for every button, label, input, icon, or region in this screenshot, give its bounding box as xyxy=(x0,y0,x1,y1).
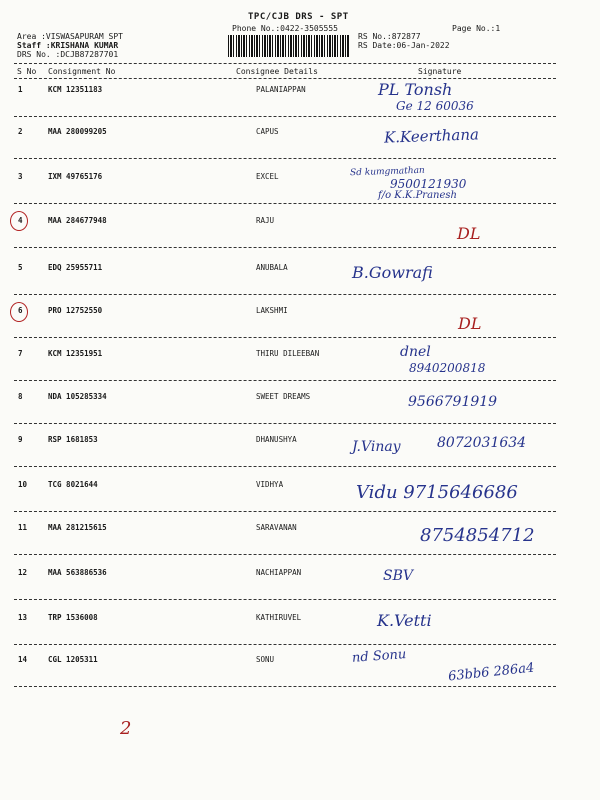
row-signature: 8072031634 xyxy=(437,435,527,451)
staff-label: Staff :KRISHANA KUMAR xyxy=(17,41,119,50)
row-sno: 8 xyxy=(18,392,23,401)
row-divider xyxy=(14,466,556,467)
row-consignment-no: MAA 281215615 xyxy=(48,523,107,532)
row-signature: dnel xyxy=(400,344,431,360)
row-consignment-no: EDQ 25955711 xyxy=(48,263,103,272)
row-signature: nd Sonu xyxy=(351,647,407,666)
row-consignee: NACHIAPPAN xyxy=(256,568,302,577)
row-consignee: VIDHYA xyxy=(256,480,284,489)
area-label: Area :VISWASAPURAM SPT xyxy=(17,32,123,41)
row-signature: J.Vinay xyxy=(352,439,401,455)
row-signature: B.Gowrafi xyxy=(352,263,433,282)
rs-date: RS Date:06-Jan-2022 xyxy=(358,41,450,50)
row-consignee: ANUBALA xyxy=(256,263,288,272)
row-consignee: SWEET DREAMS xyxy=(256,392,311,401)
row-signature: Ge 12 60036 xyxy=(396,99,474,113)
row-divider xyxy=(14,158,556,159)
col-consignment: Consignment No xyxy=(48,67,116,76)
row-sno: 9 xyxy=(18,435,23,444)
drs-number: DRS No. :DCJB87287701 xyxy=(17,50,119,59)
row-sno: 10 xyxy=(18,480,28,489)
row-signature: Sd kumgmathan xyxy=(349,165,425,179)
row-divider xyxy=(14,554,556,555)
row-divider xyxy=(14,599,556,600)
row-signature: 9500121930 xyxy=(390,177,467,191)
row-consignment-no: CGL 1205311 xyxy=(48,655,98,664)
row-6-circle-mark xyxy=(10,302,28,322)
row-divider xyxy=(14,203,556,204)
row-sno: 13 xyxy=(18,613,28,622)
row-divider xyxy=(14,686,556,687)
row-sno: 4 xyxy=(18,216,23,225)
row-consignee: THIRU DILEEBAN xyxy=(256,349,320,358)
row-sno: 6 xyxy=(18,306,23,315)
row-sno: 11 xyxy=(18,523,28,532)
row-consignment-no: PRO 12752550 xyxy=(48,306,103,315)
row-consignee: CAPUS xyxy=(256,127,279,136)
row-divider xyxy=(14,116,556,117)
row-divider xyxy=(14,294,556,295)
row-signature: f/o K.K.Pranesh xyxy=(378,190,457,201)
row-consignee: KATHIRUVEL xyxy=(256,613,302,622)
row-sno: 7 xyxy=(18,349,23,358)
row-consignee: RAJU xyxy=(256,216,275,225)
row-signature: 8940200818 xyxy=(409,361,486,375)
row-divider xyxy=(14,644,556,645)
row-consignee: PALANIAPPAN xyxy=(256,85,306,94)
row-consignment-no: IXM 49765176 xyxy=(48,172,103,181)
header-divider xyxy=(14,63,556,64)
row-consignment-no: MAA 280099205 xyxy=(48,127,107,136)
row-divider xyxy=(14,380,556,381)
col-signature: Signature xyxy=(418,67,462,76)
row-consignment-no: TRP 1536008 xyxy=(48,613,98,622)
row-consignment-no: MAA 284677948 xyxy=(48,216,107,225)
row-consignment-no: KCM 12351951 xyxy=(48,349,103,358)
row-consignee: SARAVANAN xyxy=(256,523,297,532)
row-consignee: DHANUSHYA xyxy=(256,435,297,444)
row-signature: K.Vetti xyxy=(377,611,432,630)
doc-title: TPC/CJB DRS - SPT xyxy=(248,12,349,22)
row-signature: PL Tonsh xyxy=(378,80,453,99)
row-signature: Vidu 9715646686 xyxy=(356,482,518,503)
row-4-circle-mark xyxy=(10,211,28,231)
page-number: Page No.:1 xyxy=(452,24,501,33)
row-sno: 5 xyxy=(18,263,23,272)
col-sno: S No xyxy=(17,67,37,76)
row-divider xyxy=(14,337,556,338)
barcode xyxy=(228,35,350,57)
row-consignment-no: RSP 1681853 xyxy=(48,435,98,444)
row-consignee: SONU xyxy=(256,655,275,664)
row-signature: DL xyxy=(458,314,482,333)
row-signature: 9566791919 xyxy=(408,394,498,410)
row-divider xyxy=(14,247,556,248)
row-sno: 1 xyxy=(18,85,23,94)
row-divider xyxy=(14,423,556,424)
row-consignment-no: KCM 12351183 xyxy=(48,85,103,94)
footer-mark: 2 xyxy=(120,718,132,739)
row-consignee: EXCEL xyxy=(256,172,279,181)
row-signature: SBV xyxy=(383,568,413,584)
row-consignment-no: MAA 563886536 xyxy=(48,568,107,577)
row-consignee: LAKSHMI xyxy=(256,306,288,315)
row-sno: 3 xyxy=(18,172,23,181)
row-consignment-no: TCG 8021644 xyxy=(48,480,98,489)
phone-number: Phone No.:0422-3505555 xyxy=(232,24,338,33)
row-signature: 8754854712 xyxy=(420,525,535,546)
col-consignee: Consignee Details xyxy=(236,67,318,76)
column-divider xyxy=(14,78,556,79)
rs-number: RS No.:872877 xyxy=(358,32,421,41)
row-sno: 12 xyxy=(18,568,28,577)
row-divider xyxy=(14,511,556,512)
row-signature: K.Keerthana xyxy=(383,125,480,147)
row-consignment-no: NDA 105285334 xyxy=(48,392,107,401)
row-signature: 63bb6 286a4 xyxy=(447,660,535,685)
row-sno: 14 xyxy=(18,655,28,664)
row-sno: 2 xyxy=(18,127,23,136)
row-signature: DL xyxy=(457,224,481,243)
